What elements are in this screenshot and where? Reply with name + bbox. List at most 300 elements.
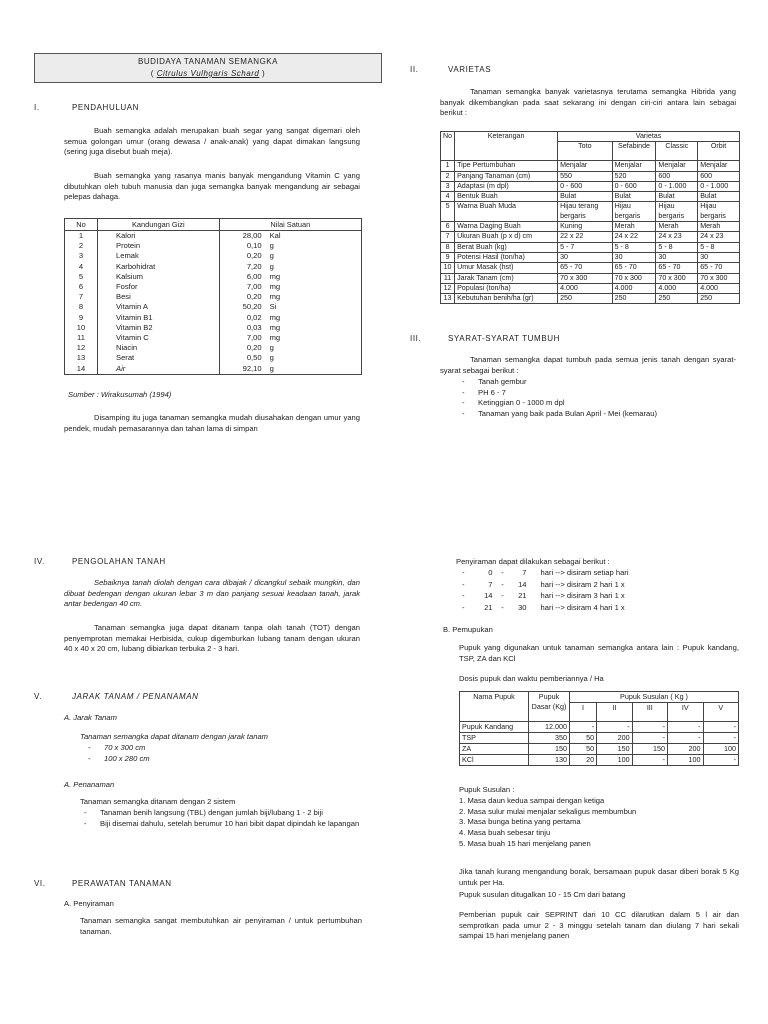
variety-value: 70 x 300 xyxy=(698,273,740,283)
section-title: VARIETAS xyxy=(448,65,492,74)
dash-mark: - xyxy=(462,568,465,577)
watering-row xyxy=(462,567,629,579)
varieties-row xyxy=(441,222,740,232)
section-number: I. xyxy=(34,103,40,112)
section-3-heading xyxy=(410,333,560,344)
fertilizer-stage: 100 xyxy=(597,755,632,766)
variety-value: 65 - 70 xyxy=(558,263,613,273)
nutrition-no: 14 xyxy=(65,364,98,375)
dash-mark: - xyxy=(462,591,465,600)
nutrition-value: 7,00 xyxy=(219,282,264,292)
variety-value: 5 - 8 xyxy=(612,242,656,252)
nutrition-row xyxy=(65,272,362,282)
varieties-description: Warna Daging Buah xyxy=(455,222,558,232)
fertilizer-row xyxy=(460,744,739,755)
variety-value: 0 - 1.000 xyxy=(698,181,740,191)
section-3-para-1: Tanaman semangka dapat tumbuh pada semua jenis tanah dengan syarat-syarat sebagai berikut : xyxy=(440,355,736,375)
section-number: III. xyxy=(410,334,422,343)
watering-from: 21 xyxy=(484,602,493,612)
variety-value: 0 - 1.000 xyxy=(656,181,698,191)
varieties-row xyxy=(441,202,740,222)
varieties-description: Bentuk Buah xyxy=(455,192,558,202)
variety-value: 30 xyxy=(656,252,698,262)
nutrition-row xyxy=(65,302,362,312)
section-number: II. xyxy=(410,65,419,74)
fertilizer-stage: - xyxy=(668,733,703,744)
fertilizer-stage: - xyxy=(632,733,667,744)
nutrition-name: Besi xyxy=(98,292,220,302)
varieties-description: Tipe Pertumbuhan xyxy=(455,161,558,171)
section-2-heading xyxy=(410,64,491,75)
nutrition-row xyxy=(65,282,362,292)
dash-mark: - xyxy=(501,602,504,612)
stage-header: V xyxy=(703,703,738,722)
variety-value: 24 x 23 xyxy=(656,232,698,242)
fertilizer-stage: 50 xyxy=(570,744,597,755)
nutrition-unit: mg xyxy=(264,333,362,343)
fertilizer-stage: 150 xyxy=(632,744,667,755)
section-b-label: B. Pemupukan xyxy=(443,625,493,634)
nutrition-unit: g xyxy=(264,353,362,363)
fertilizer-header-followup: Pupuk Susulan ( Kg ) xyxy=(570,692,739,703)
fertilizer-stage: - xyxy=(597,722,632,733)
section-1-para-2: Buah semangka yang rasanya manis banyak mengandung Vitamin C yang dibutuhkan oleh tubuh manusia dan juga semangka banyak mengandung air sebagai pelepas dahaga. xyxy=(64,171,360,202)
varieties-no: 1 xyxy=(441,161,455,171)
varieties-no: 12 xyxy=(441,283,455,293)
varieties-no: 10 xyxy=(441,263,455,273)
nutrition-value: 0,02 xyxy=(219,313,264,323)
varieties-header-description: Keterangan xyxy=(455,132,558,161)
nutrition-unit: mg xyxy=(264,272,362,282)
fertilizer-row xyxy=(460,733,739,744)
list-item: - 100 x 280 cm xyxy=(84,754,284,765)
paren-close: ) xyxy=(259,69,266,78)
nutrition-no: 11 xyxy=(65,333,98,343)
varieties-no: 4 xyxy=(441,192,455,202)
nutrition-unit: g xyxy=(264,241,362,251)
nutrition-row xyxy=(65,292,362,302)
section-5-sub-b-text: Tanaman semangka ditanam dengan 2 sistem xyxy=(80,797,236,806)
dash-mark: - xyxy=(462,602,465,612)
varieties-no: 7 xyxy=(441,232,455,242)
fertilizer-stage: - xyxy=(703,733,738,744)
list-item: 5. Masa buah 15 hari menjelang panen xyxy=(459,838,591,848)
nutrition-value: 50,20 xyxy=(219,302,264,312)
section-4-heading xyxy=(34,556,166,567)
nutrition-unit: g xyxy=(264,364,362,375)
variety-value: 4.000 xyxy=(612,283,656,293)
varieties-description: Adaptasi (m dpl) xyxy=(455,181,558,191)
variety-value: Hijau bergaris xyxy=(656,202,698,222)
fertilizer-base: 12.000 xyxy=(529,722,570,733)
variety-value: 600 xyxy=(656,171,698,181)
varieties-description: Kebutuhan benih/ha (gr) xyxy=(455,294,558,304)
nutrition-unit: mg xyxy=(264,282,362,292)
varieties-row xyxy=(441,242,740,252)
varieties-no: 6 xyxy=(441,222,455,232)
nutrition-value: 7,00 xyxy=(219,333,264,343)
variety-value: 250 xyxy=(698,294,740,304)
variety-header: Orbit xyxy=(698,142,740,161)
stage-header: I xyxy=(570,703,597,722)
section-4-para-2: Tanaman semangka juga dapat ditanam tanpa olah tanah (TOT) dengan penyemprotan memakai Herbisida, cukup digemburkan lubang tanam dengan ukuran 40 x 40 x 20 cm, lubang dibiarkan terbuka 2 - 3 hari. xyxy=(64,623,360,654)
nutrition-name: Vitamin B2 xyxy=(98,323,220,333)
varieties-row xyxy=(441,232,740,242)
variety-value: 30 xyxy=(558,252,613,262)
section-1-para-3: Disamping itu juga tanaman semangka mudah diusahakan dengan umur yang pendek, mudah pemasarannya dan tahan lama di simpan xyxy=(64,413,360,433)
varieties-header-no: No xyxy=(441,132,455,161)
dash-mark: - xyxy=(501,591,504,600)
variety-value: 600 xyxy=(698,171,740,181)
nutrition-unit: mg xyxy=(264,313,362,323)
varieties-no: 5 xyxy=(441,202,455,222)
fertilizer-header-name: Nama Pupuk xyxy=(460,692,529,722)
fertilizer-stage: 200 xyxy=(597,733,632,744)
nutrition-row xyxy=(65,313,362,323)
list-item: 3. Masa bunga betina yang pertama xyxy=(459,817,581,827)
watering-to: 7 xyxy=(522,568,527,577)
section-title: PENGOLAHAN TANAH xyxy=(72,557,166,566)
variety-header: Classic xyxy=(656,142,698,161)
watering-row xyxy=(462,602,629,614)
varieties-no: 3 xyxy=(441,181,455,191)
nutrition-unit: Kal xyxy=(264,231,362,242)
fertilizer-stage: 20 xyxy=(570,755,597,766)
varieties-description: Potensi Hasil (ton/ha) xyxy=(455,252,558,262)
varieties-row xyxy=(441,273,740,283)
varieties-description: Umur Masak (hst) xyxy=(455,263,558,273)
nutrition-name: Vitamin A xyxy=(98,302,220,312)
list-item: - Tanaman yang baik pada Bulan April - Mei (kemarau) xyxy=(458,409,728,420)
watering-from: 14 xyxy=(484,591,493,600)
fertilizer-intro: Pupuk yang digunakan untuk tanaman semangka antara lain : Pupuk kandang, TSP, ZA dan KCl xyxy=(459,643,739,663)
followup-label: Pupuk Susulan : xyxy=(459,785,515,794)
variety-header: Toto xyxy=(558,142,613,161)
planting-systems-list xyxy=(80,808,360,829)
nutrition-value: 7,20 xyxy=(219,262,264,272)
nutrition-name: Serat xyxy=(98,353,220,363)
section-number: VI. xyxy=(34,879,46,888)
variety-value: 70 x 300 xyxy=(656,273,698,283)
nutrition-value: 0,20 xyxy=(219,251,264,261)
section-5-sub-b: A. Penanaman xyxy=(64,780,115,789)
section-5-sub-a: A. Jarak Tanam xyxy=(64,713,117,722)
list-item: 2. Masa sulur mulai menjalar sekaligus membumbun xyxy=(459,806,637,816)
variety-value: 30 xyxy=(612,252,656,262)
variety-value: 520 xyxy=(612,171,656,181)
nutrition-row xyxy=(65,364,362,375)
variety-value: 30 xyxy=(698,252,740,262)
list-item: - PH 6 - 7 xyxy=(458,388,728,399)
variety-value: Menjalar xyxy=(656,161,698,171)
followup-distance: Pupuk susulan ditugalkan 10 - 15 Cm dari batang xyxy=(459,890,626,899)
varieties-row xyxy=(441,192,740,202)
variety-value: 250 xyxy=(558,294,613,304)
fertilizer-stage: - xyxy=(668,722,703,733)
nutrition-header-content: Kandungan Gizi xyxy=(98,219,220,231)
variety-value: 70 x 300 xyxy=(558,273,613,283)
list-item: - 70 x 300 cm xyxy=(84,743,284,754)
variety-value: 0 - 600 xyxy=(558,181,613,191)
spacing-list xyxy=(84,743,284,764)
varieties-description: Jarak Tanam (cm) xyxy=(455,273,558,283)
nutrition-header-value: Nilai Satuan xyxy=(219,219,361,231)
nutrition-table xyxy=(64,218,362,375)
nutrition-no: 9 xyxy=(65,313,98,323)
stage-header: II xyxy=(597,703,632,722)
variety-value: Merah xyxy=(612,222,656,232)
variety-value: 5 - 8 xyxy=(656,242,698,252)
watering-rule: hari --> disiram 4 hari 1 x xyxy=(540,602,625,612)
variety-value: Merah xyxy=(698,222,740,232)
nutrition-no: 8 xyxy=(65,302,98,312)
varieties-table xyxy=(440,131,740,304)
watering-schedule xyxy=(462,567,629,613)
variety-value: 22 x 22 xyxy=(558,232,613,242)
variety-value: 70 x 300 xyxy=(612,273,656,283)
nutrition-value: 0,03 xyxy=(219,323,264,333)
dash-mark: - xyxy=(501,579,504,589)
document-subtitle xyxy=(35,68,381,80)
section-2-para-1: Tanaman semangka banyak varietasnya terutama semangka Hibrida yang banyak dikembangkan pada saat sekarang ini dengan ciri-ciri antara lain sebagai berikut : xyxy=(440,87,736,118)
nutrition-name: Niacin xyxy=(98,343,220,353)
stage-header: III xyxy=(632,703,667,722)
nutrition-value: 0,20 xyxy=(219,292,264,302)
fertilizer-name: TSP xyxy=(460,733,529,744)
variety-value: Menjalar xyxy=(612,161,656,171)
nutrition-unit: g xyxy=(264,343,362,353)
watering-row xyxy=(462,590,629,602)
nutrition-name: Protein xyxy=(98,241,220,251)
watering-to: 30 xyxy=(518,602,527,612)
nutrition-no: 5 xyxy=(65,272,98,282)
watering-from: 7 xyxy=(488,579,493,589)
varieties-row xyxy=(441,171,740,181)
dash-mark: - xyxy=(462,579,465,589)
section-6-sub-a: A. Penyiraman xyxy=(64,899,114,908)
varieties-description: Ukuran Buah (p x d) cm xyxy=(455,232,558,242)
nutrition-row xyxy=(65,251,362,261)
variety-value: Bulat xyxy=(656,192,698,202)
section-1-heading xyxy=(34,102,139,113)
section-6-heading xyxy=(34,878,172,889)
followup-list xyxy=(459,796,729,849)
varieties-row xyxy=(441,161,740,171)
nutrition-no: 12 xyxy=(65,343,98,353)
nutrition-unit: g xyxy=(264,262,362,272)
watering-rule: hari --> disiram setiap hari xyxy=(540,568,629,577)
fertilizer-stage: 50 xyxy=(570,733,597,744)
variety-value: Menjalar xyxy=(558,161,613,171)
variety-header: Sefabinde xyxy=(612,142,656,161)
fertilizer-stage: 100 xyxy=(668,755,703,766)
nutrition-name: Vitamin C xyxy=(98,333,220,343)
section-title: PENDAHULUAN xyxy=(72,103,140,112)
variety-value: 4.000 xyxy=(656,283,698,293)
variety-value: 65 - 70 xyxy=(698,263,740,273)
fertilizer-table xyxy=(459,691,739,766)
section-5-sub-a-text: Tanaman semangka dapat ditanam dengan jarak tanam xyxy=(80,732,269,741)
fertilizer-stage: - xyxy=(703,722,738,733)
varieties-no: 2 xyxy=(441,171,455,181)
nutrition-name: Kalori xyxy=(98,231,220,242)
nutrition-no: 7 xyxy=(65,292,98,302)
nutrition-name: Vitamin B1 xyxy=(98,313,220,323)
watering-row xyxy=(462,579,629,591)
fertilizer-row xyxy=(460,722,739,733)
fertilizer-row xyxy=(460,755,739,766)
variety-value: 0 - 600 xyxy=(612,181,656,191)
nutrition-value: 92,10 xyxy=(219,364,264,375)
borax-note: Jika tanah kurang mengandung borak, bersamaan pupuk dasar diberi borak 5 Kg untuk per Ha. xyxy=(459,867,739,887)
latin-name: Citrulus Vulhgaris Schard xyxy=(156,69,260,78)
nutrition-no: 6 xyxy=(65,282,98,292)
fertilizer-name: Pupuk Kandang xyxy=(460,722,529,733)
nutrition-row xyxy=(65,323,362,333)
nutrition-no: 3 xyxy=(65,251,98,261)
section-title: SYARAT-SYARAT TUMBUH xyxy=(448,334,561,343)
nutrition-row xyxy=(65,353,362,363)
variety-value: Bulat xyxy=(558,192,613,202)
nutrition-row xyxy=(65,262,362,272)
variety-value: Bulat xyxy=(612,192,656,202)
varieties-header-group: Varietas xyxy=(558,132,740,142)
list-item: - Tanah gembur xyxy=(458,377,728,388)
watering-from: 0 xyxy=(488,568,493,577)
variety-value: Hijau bergaris xyxy=(612,202,656,222)
seprint-note: Pemberian pupuk cair SEPRINT dari 10 CC dilarutkan dalam 5 l air dan semprotkan pada umur 2 - 3 minggu setelah tanam dan diulang 7 hari sekali sampai 15 hari menjelang panen xyxy=(459,910,739,941)
variety-value: 250 xyxy=(656,294,698,304)
list-item: 4. Masa buah sebesar tinju xyxy=(459,827,551,837)
watering-intro: Penyiraman dapat dilakukan sebagai berikut : xyxy=(456,557,610,566)
variety-value: 65 - 70 xyxy=(612,263,656,273)
variety-value: 24 x 23 xyxy=(698,232,740,242)
nutrition-header-no: No xyxy=(65,219,98,231)
fertilizer-name: KCl xyxy=(460,755,529,766)
section-4-para-1: Sebaiknya tanah diolah dengan cara dibajak / dicangkul sebaik mungkin, dan dibuat bedengan dengan ukuran lebar 3 m dan panjang sesuai keadaan tanah, jarak antar bedengan 40 cm. xyxy=(64,578,360,609)
section-title: PERAWATAN TANAMAN xyxy=(72,879,172,888)
fertilizer-base: 350 xyxy=(529,733,570,744)
watering-rule: hari --> disiram 2 hari 1 x xyxy=(540,579,625,589)
nutrition-unit: g xyxy=(264,251,362,261)
list-item: 1. Masa daun kedua sampai dengan ketiga xyxy=(459,796,605,805)
nutrition-name: Lemak xyxy=(98,251,220,261)
nutrition-value: 0,20 xyxy=(219,343,264,353)
section-number: V. xyxy=(34,692,43,701)
nutrition-unit: mg xyxy=(264,323,362,333)
variety-value: 5 - 8 xyxy=(698,242,740,252)
variety-value: 5 - 7 xyxy=(558,242,613,252)
varieties-no: 13 xyxy=(441,294,455,304)
varieties-description: Populasi (ton/ha) xyxy=(455,283,558,293)
fertilizer-stage: 200 xyxy=(668,744,703,755)
section-title: JARAK TANAM / PENANAMAN xyxy=(72,692,199,701)
title-box xyxy=(34,53,382,83)
nutrition-unit: mg xyxy=(264,292,362,302)
variety-value: 4.000 xyxy=(558,283,613,293)
varieties-row xyxy=(441,263,740,273)
variety-value: 24 x 22 xyxy=(612,232,656,242)
watering-rule: hari --> disiram 3 hari 1 x xyxy=(540,591,625,600)
nutrition-row xyxy=(65,333,362,343)
section-1-para-1: Buah semangka adalah merupakan buah segar yang sangat digemari oleh semua golongan umur (orang dewasa / anak-anak) yang dapat dimakan langsung (sering juga disebut buah meja). xyxy=(64,126,360,157)
varieties-row xyxy=(441,283,740,293)
nutrition-unit: Si xyxy=(264,302,362,312)
variety-value: Hijau bergaris xyxy=(698,202,740,222)
varieties-row xyxy=(441,252,740,262)
variety-value: Merah xyxy=(656,222,698,232)
nutrition-name: Air xyxy=(98,364,220,375)
variety-value: 4.000 xyxy=(698,283,740,293)
fertilizer-header-base: Pupuk Dasar (Kg) xyxy=(529,692,570,722)
nutrition-value: 28,00 xyxy=(219,231,264,242)
nutrition-value: 6,00 xyxy=(219,272,264,282)
fertilizer-base: 130 xyxy=(529,755,570,766)
nutrition-source: Sumber : Wirakusumah (1994) xyxy=(68,390,172,399)
paren-open: ( xyxy=(150,69,157,78)
fertilizer-stage: - xyxy=(632,722,667,733)
nutrition-row xyxy=(65,241,362,251)
variety-value: Bulat xyxy=(698,192,740,202)
variety-value: Hijau terang bergaris xyxy=(558,202,613,222)
fertilizer-base: 150 xyxy=(529,744,570,755)
section-5-heading xyxy=(34,691,199,702)
nutrition-name: Fosfor xyxy=(98,282,220,292)
nutrition-row xyxy=(65,231,362,242)
varieties-description: Warna Buah Muda xyxy=(455,202,558,222)
nutrition-no: 2 xyxy=(65,241,98,251)
fertilizer-stage: - xyxy=(703,755,738,766)
list-item: - Biji disemai dahulu, setelah berumur 10 hari bibit dapat dipindah ke lapangan xyxy=(80,819,360,830)
variety-value: 250 xyxy=(612,294,656,304)
nutrition-no: 10 xyxy=(65,323,98,333)
growing-conditions-list xyxy=(458,377,728,420)
stage-header: IV xyxy=(668,703,703,722)
variety-value: Kuning xyxy=(558,222,613,232)
nutrition-value: 0,10 xyxy=(219,241,264,251)
varieties-description: Berat Buah (kg) xyxy=(455,242,558,252)
section-6-para-1: Tanaman semangka sangat membutuhkan air penyiraman / untuk pertumbuhan tanaman. xyxy=(80,916,362,936)
varieties-no: 11 xyxy=(441,273,455,283)
nutrition-no: 13 xyxy=(65,353,98,363)
nutrition-name: Karbohidrat xyxy=(98,262,220,272)
nutrition-no: 4 xyxy=(65,262,98,272)
nutrition-value: 0,50 xyxy=(219,353,264,363)
document-title: BUDIDAYA TANAMAN SEMANGKA xyxy=(138,57,278,66)
list-item: - Ketinggian 0 - 1000 m dpl xyxy=(458,398,728,409)
watering-to: 21 xyxy=(518,591,527,600)
list-item: - Tanaman benih langsung (TBL) dengan jumlah biji/lubang 1 - 2 biji xyxy=(80,808,360,819)
varieties-row xyxy=(441,294,740,304)
dosage-caption: Dosis pupuk dan waktu pemberiannya / Ha xyxy=(459,674,604,683)
dash-mark: - xyxy=(501,568,504,577)
fertilizer-stage: - xyxy=(632,755,667,766)
variety-value: Menjalar xyxy=(698,161,740,171)
watering-to: 14 xyxy=(518,579,527,589)
nutrition-no: 1 xyxy=(65,231,98,242)
fertilizer-stage: - xyxy=(570,722,597,733)
varieties-no: 9 xyxy=(441,252,455,262)
variety-value: 65 - 70 xyxy=(656,263,698,273)
fertilizer-stage: 150 xyxy=(597,744,632,755)
varieties-no: 8 xyxy=(441,242,455,252)
varieties-description: Panjang Tanaman (cm) xyxy=(455,171,558,181)
nutrition-name: Kalsium xyxy=(98,272,220,282)
nutrition-row xyxy=(65,343,362,353)
section-number: IV. xyxy=(34,557,45,566)
varieties-row xyxy=(441,181,740,191)
variety-value: 550 xyxy=(558,171,613,181)
